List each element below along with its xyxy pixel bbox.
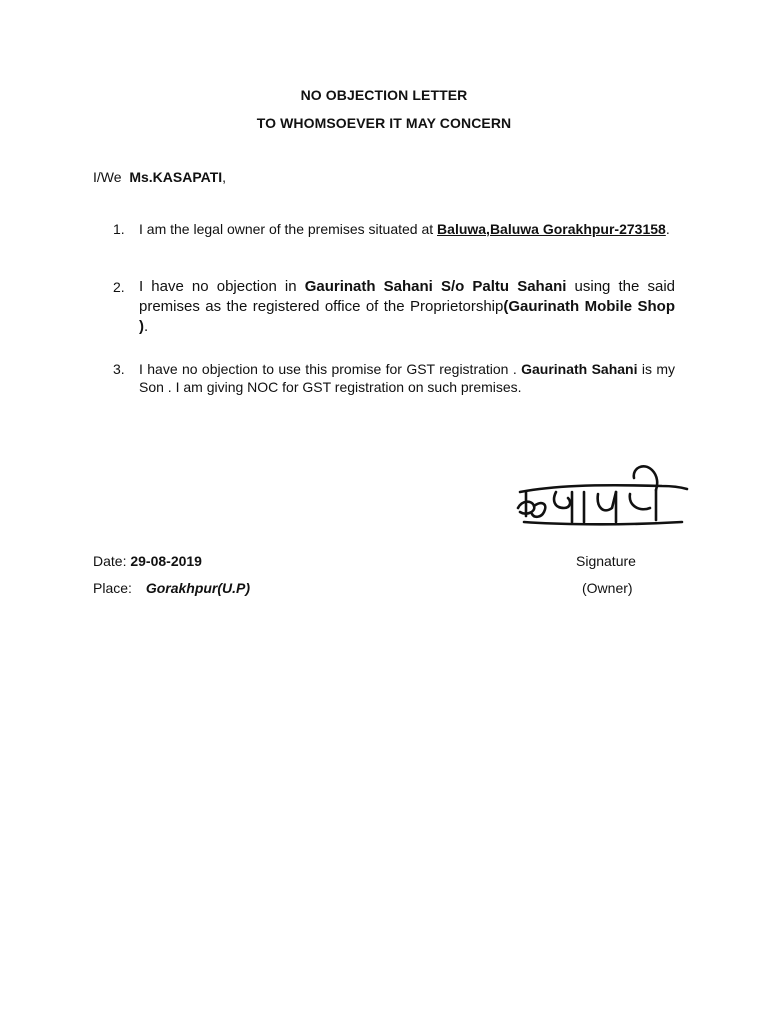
addressee-suffix: , [222, 169, 227, 185]
addressee-prefix: I/We [93, 169, 122, 185]
item-text-part: . [144, 318, 149, 335]
place-label: Place: [93, 580, 132, 596]
list-item [113, 220, 675, 238]
item-text-part: I have no objection in [139, 278, 305, 295]
person-name: Gaurinath Sahani S/o Paltu Sahani [304, 278, 567, 295]
date-value: 29-08-2019 [130, 553, 202, 569]
addressee-name: Ms.KASAPATI [129, 169, 223, 185]
owner-label: (Owner) [582, 580, 633, 596]
item-text-part: using the said premises as the registered office of the Proprietorship [139, 278, 675, 315]
item-text [139, 360, 675, 396]
item-number: 3. [113, 361, 125, 377]
item-text-part: I have no objection to use this promise for GST registration . [139, 361, 522, 377]
premises-address: Baluwa,Baluwa Gorakhpur-273158 [437, 221, 666, 237]
item-text [139, 220, 675, 238]
letter-subtitle: TO WHOMSOEVER IT MAY CONCERN [256, 115, 512, 131]
place-value: Gorakhpur(U.P) [145, 580, 251, 596]
item-text-part: is my Son . I am giving NOC for GST registration on such premises. [139, 361, 675, 395]
letter-title: NO OBJECTION LETTER [300, 87, 468, 103]
date-row [93, 553, 202, 569]
business-name: (Gaurinath Mobile Shop ) [139, 298, 675, 335]
handwritten-signature [512, 456, 692, 536]
person-name: Gaurinath Sahani [521, 361, 638, 377]
item-number: 1. [113, 221, 125, 237]
addressee-line [93, 169, 226, 185]
item-number: 2. [113, 279, 125, 295]
list-item [113, 360, 675, 396]
item-text-part: I am the legal owner of the premises situated at [139, 221, 438, 237]
item-text [139, 277, 675, 337]
item-text-part: . [665, 221, 670, 237]
date-label: Date: [93, 553, 127, 569]
place-row [93, 580, 250, 596]
list-item [113, 277, 675, 337]
signature-label: Signature [576, 553, 636, 569]
